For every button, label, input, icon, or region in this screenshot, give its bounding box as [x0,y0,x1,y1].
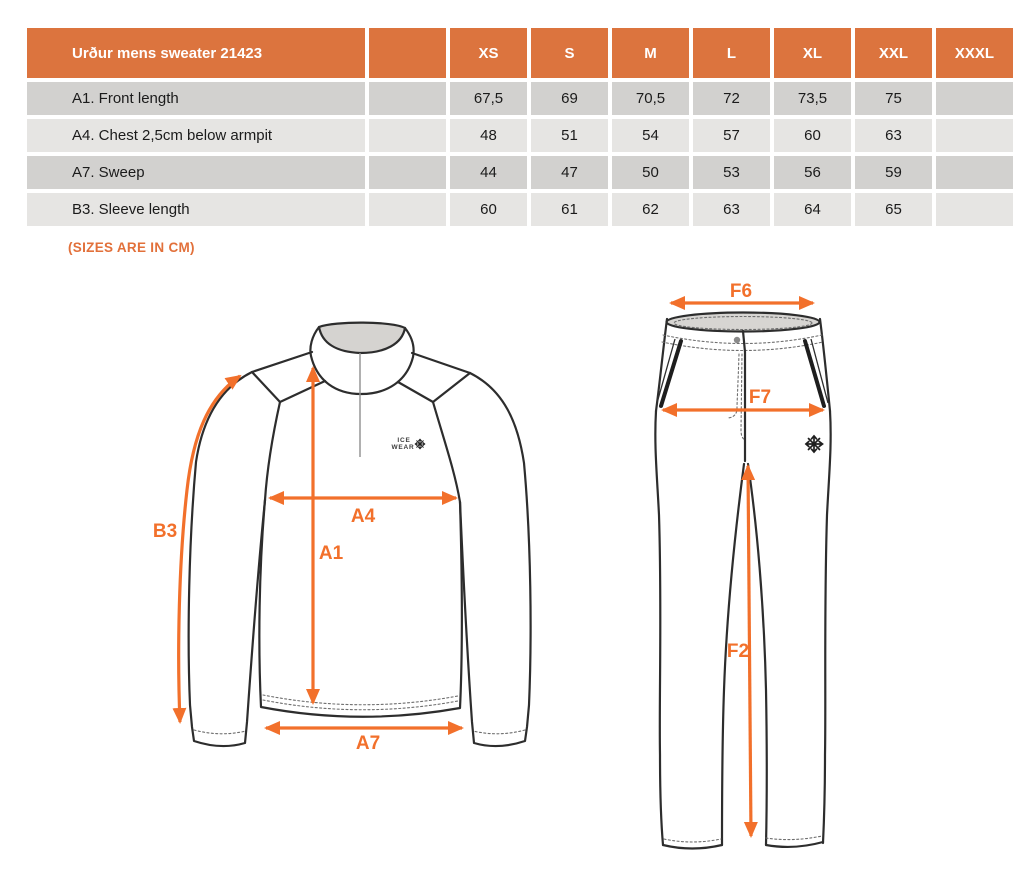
b3-label: B3 [152,521,178,542]
row-spacer-cell [369,82,446,115]
cell-value: 60 [450,193,527,226]
header-spacer-cell [369,28,446,78]
size-header-xs: XS [450,28,527,78]
table-title: Urður mens sweater 21423 [27,28,365,78]
left-cuff-stitch [194,730,246,734]
f2-label: F2 [726,641,750,662]
cell-value [936,82,1013,115]
waist-button [734,337,740,343]
cell-value: 48 [450,119,527,152]
cell-value: 57 [693,119,770,152]
waist-opening [667,313,820,332]
logo-text-wear: WEAR [391,444,415,451]
row-spacer-cell [369,119,446,152]
row-spacer-cell [369,156,446,189]
cell-value: 59 [855,156,932,189]
size-header-m: M [612,28,689,78]
cell-value [936,193,1013,226]
cell-value: 53 [693,156,770,189]
a4-label: A4 [350,506,376,527]
right-yoke-seam [398,373,470,402]
pants-diagram [640,278,850,878]
cell-value: 72 [693,82,770,115]
left-leg-hem [663,845,722,849]
cell-value: 67,5 [450,82,527,115]
right-leg-hem [766,842,823,847]
right-shoulder-seam [412,353,470,373]
right-hem-stitch [766,836,822,840]
right-leg-outer [823,411,831,843]
cell-value [936,156,1013,189]
pants-snowflake-icon [806,436,823,452]
sweater-body [259,500,462,717]
sweater-diagram [130,290,590,780]
row-label: A4. Chest 2,5cm below armpit [27,119,365,152]
right-cuff-stitch [473,730,525,734]
hem-stitch-2 [263,695,458,705]
cell-value: 63 [855,119,932,152]
size-header-l: L [693,28,770,78]
sizes-unit-note: (SIZES ARE IN CM) [68,240,195,255]
left-leg-outer [655,411,663,845]
a7-label: A7 [355,733,381,754]
fly-center-line [743,331,745,461]
right-raglan-seam [433,402,460,502]
a1-label: A1 [318,543,344,564]
row-label: B3. Sleeve length [27,193,365,226]
size-chart-table [27,28,1013,226]
size-header-xl: XL [774,28,851,78]
cell-value: 69 [531,82,608,115]
cell-value: 51 [531,119,608,152]
logo-text-ice: ICE [397,437,411,444]
size-header-xxxl: XXXL [936,28,1013,78]
size-header-xxl: XXL [855,28,932,78]
logo-snowflake-icon [415,439,425,449]
cell-value: 62 [612,193,689,226]
cell-value [936,119,1013,152]
left-shoulder-seam [252,352,312,372]
collar-inner [319,323,405,353]
row-label: A1. Front length [27,82,365,115]
cell-value: 65 [855,193,932,226]
cell-value: 56 [774,156,851,189]
cell-value: 64 [774,193,851,226]
cell-value: 60 [774,119,851,152]
size-header-s: S [531,28,608,78]
cell-value: 63 [693,193,770,226]
row-label: A7. Sweep [27,156,365,189]
sweater-right-sleeve [460,373,531,746]
cell-value: 47 [531,156,608,189]
f6-label: F6 [729,281,753,302]
cell-value: 73,5 [774,82,851,115]
f7-label: F7 [748,387,772,408]
left-raglan-seam [265,402,280,500]
cell-value: 50 [612,156,689,189]
row-spacer-cell [369,193,446,226]
cell-value: 44 [450,156,527,189]
cell-value: 75 [855,82,932,115]
cell-value: 54 [612,119,689,152]
cell-value: 70,5 [612,82,689,115]
cell-value: 61 [531,193,608,226]
left-hem-stitch [664,839,721,842]
